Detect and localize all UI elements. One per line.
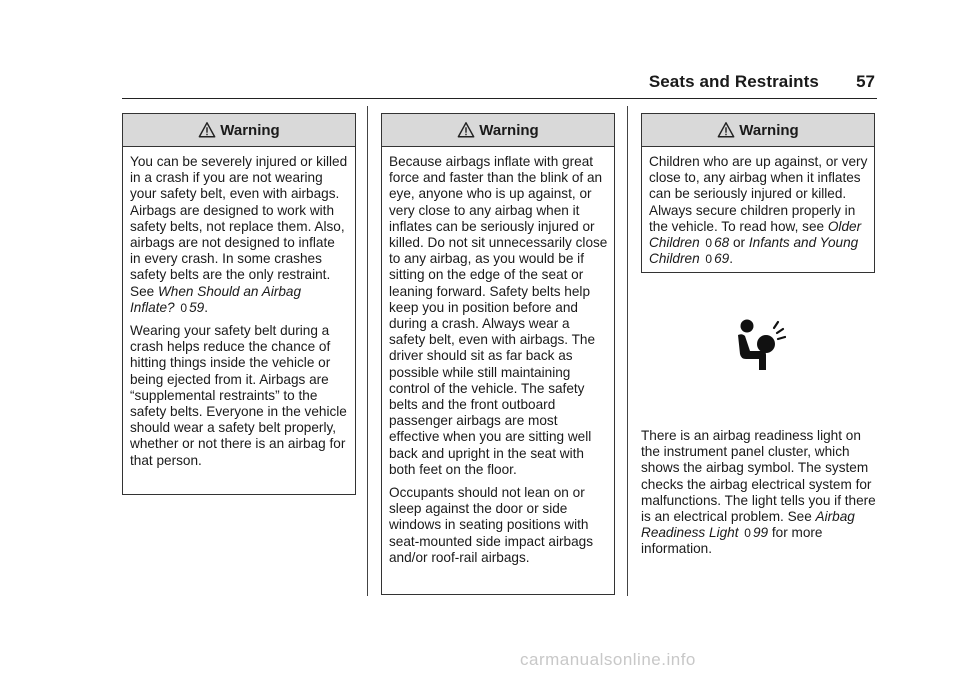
warning-paragraph: You can be severely injured or killed in a crash if you are not wearing your safety belt, even with airbags. Airbags are designed to work with safety belts, not replace them. Also, airbags are not designed to inflate in every crash. In some crashes safety belts are the only restraint. See When Should an Airbag Inflate? 0 59. bbox=[130, 154, 348, 315]
page-ref-symbol: 0 bbox=[705, 236, 713, 251]
airbag-readiness-text: There is an airbag readiness light on the instrument panel cluster, which shows the airbag symbol. The system checks the airbag electrical system for malfunctions. The light tells you if there is an electrical problem. See Airbag Readiness Light 0 99 for more information. bbox=[641, 428, 876, 557]
warning-box-2 bbox=[381, 113, 615, 595]
warning-triangle-icon bbox=[717, 121, 735, 139]
warning-title: Warning bbox=[479, 121, 539, 139]
warning-triangle-icon bbox=[457, 121, 475, 139]
cross-reference-title[interactable]: Airbag Readiness Light bbox=[641, 509, 855, 541]
cross-reference-title[interactable]: When Should an Airbag Inflate? bbox=[130, 283, 302, 315]
warning-header bbox=[382, 114, 614, 147]
cross-reference-title[interactable]: Infants and Young Children bbox=[649, 235, 859, 267]
warning-box-1 bbox=[122, 113, 356, 495]
warning-title: Warning bbox=[220, 121, 280, 139]
warning-paragraph: Children who are up against, or very close to, any airbag when it inflates can be seriously injured or killed. Always secure children properly in the vehicle. To read how, see Older Children 0 68 or Infants and Young Children 0 69. bbox=[649, 154, 868, 267]
warning-paragraph: Wearing your safety belt during a crash helps reduce the chance of hitting things inside the vehicle or being ejected from it. Airbags are “supplemental restraints” to the safety belts. Everyone in the vehicle should wear a safety belt properly, whether or not there is an airbag for that person. bbox=[130, 323, 347, 468]
warning-triangle-icon bbox=[198, 121, 216, 139]
column-divider-right bbox=[627, 106, 628, 596]
warning-header bbox=[642, 114, 874, 147]
cross-reference-page[interactable]: 68 bbox=[714, 235, 730, 251]
page-ref-symbol: 0 bbox=[705, 252, 713, 267]
cross-reference-page[interactable]: 69 bbox=[714, 251, 730, 267]
section-title: Seats and Restraints bbox=[648, 72, 819, 91]
cross-reference-page[interactable]: 99 bbox=[752, 525, 769, 541]
warning-box-3 bbox=[641, 113, 875, 273]
page-number: 57 bbox=[856, 72, 875, 91]
cross-reference-title[interactable]: Older Children bbox=[649, 218, 862, 251]
airbag-readiness-icon bbox=[732, 318, 786, 372]
page-ref-symbol: 0 bbox=[180, 300, 188, 315]
page-header bbox=[122, 70, 877, 99]
warning-title: Warning bbox=[739, 121, 799, 139]
warning-header bbox=[123, 114, 355, 147]
column-divider-left bbox=[367, 106, 368, 596]
page-ref-symbol: 0 bbox=[744, 526, 751, 541]
cross-reference-page[interactable]: 59 bbox=[189, 299, 205, 315]
warning-paragraph: Because airbags inflate with great force and faster than the blink of an eye, anyone who is up against, or very close to any airbag when it inflates can be seriously injured or killed. Do not sit unnecessarily close to any airbag, as you would be if sitting on the edge of the seat or leaning forward. Safety belts help keep you in position before and during a crash. Always wear a safety belt, even with airbags. The driver should sit as far back as possible while still maintaining control of the vehicle. The safety belts and the front outboard passenger airbags are most effective when you are sitting well back and upright in the seat with both feet on the floor. bbox=[389, 154, 608, 477]
watermark: carmanualsonline.info bbox=[520, 650, 696, 669]
warning-paragraph: Occupants should not lean on or sleep against the door or side windows in seating positions with seat-mounted side impact airbags and/or roof-rail airbags. bbox=[389, 485, 594, 565]
